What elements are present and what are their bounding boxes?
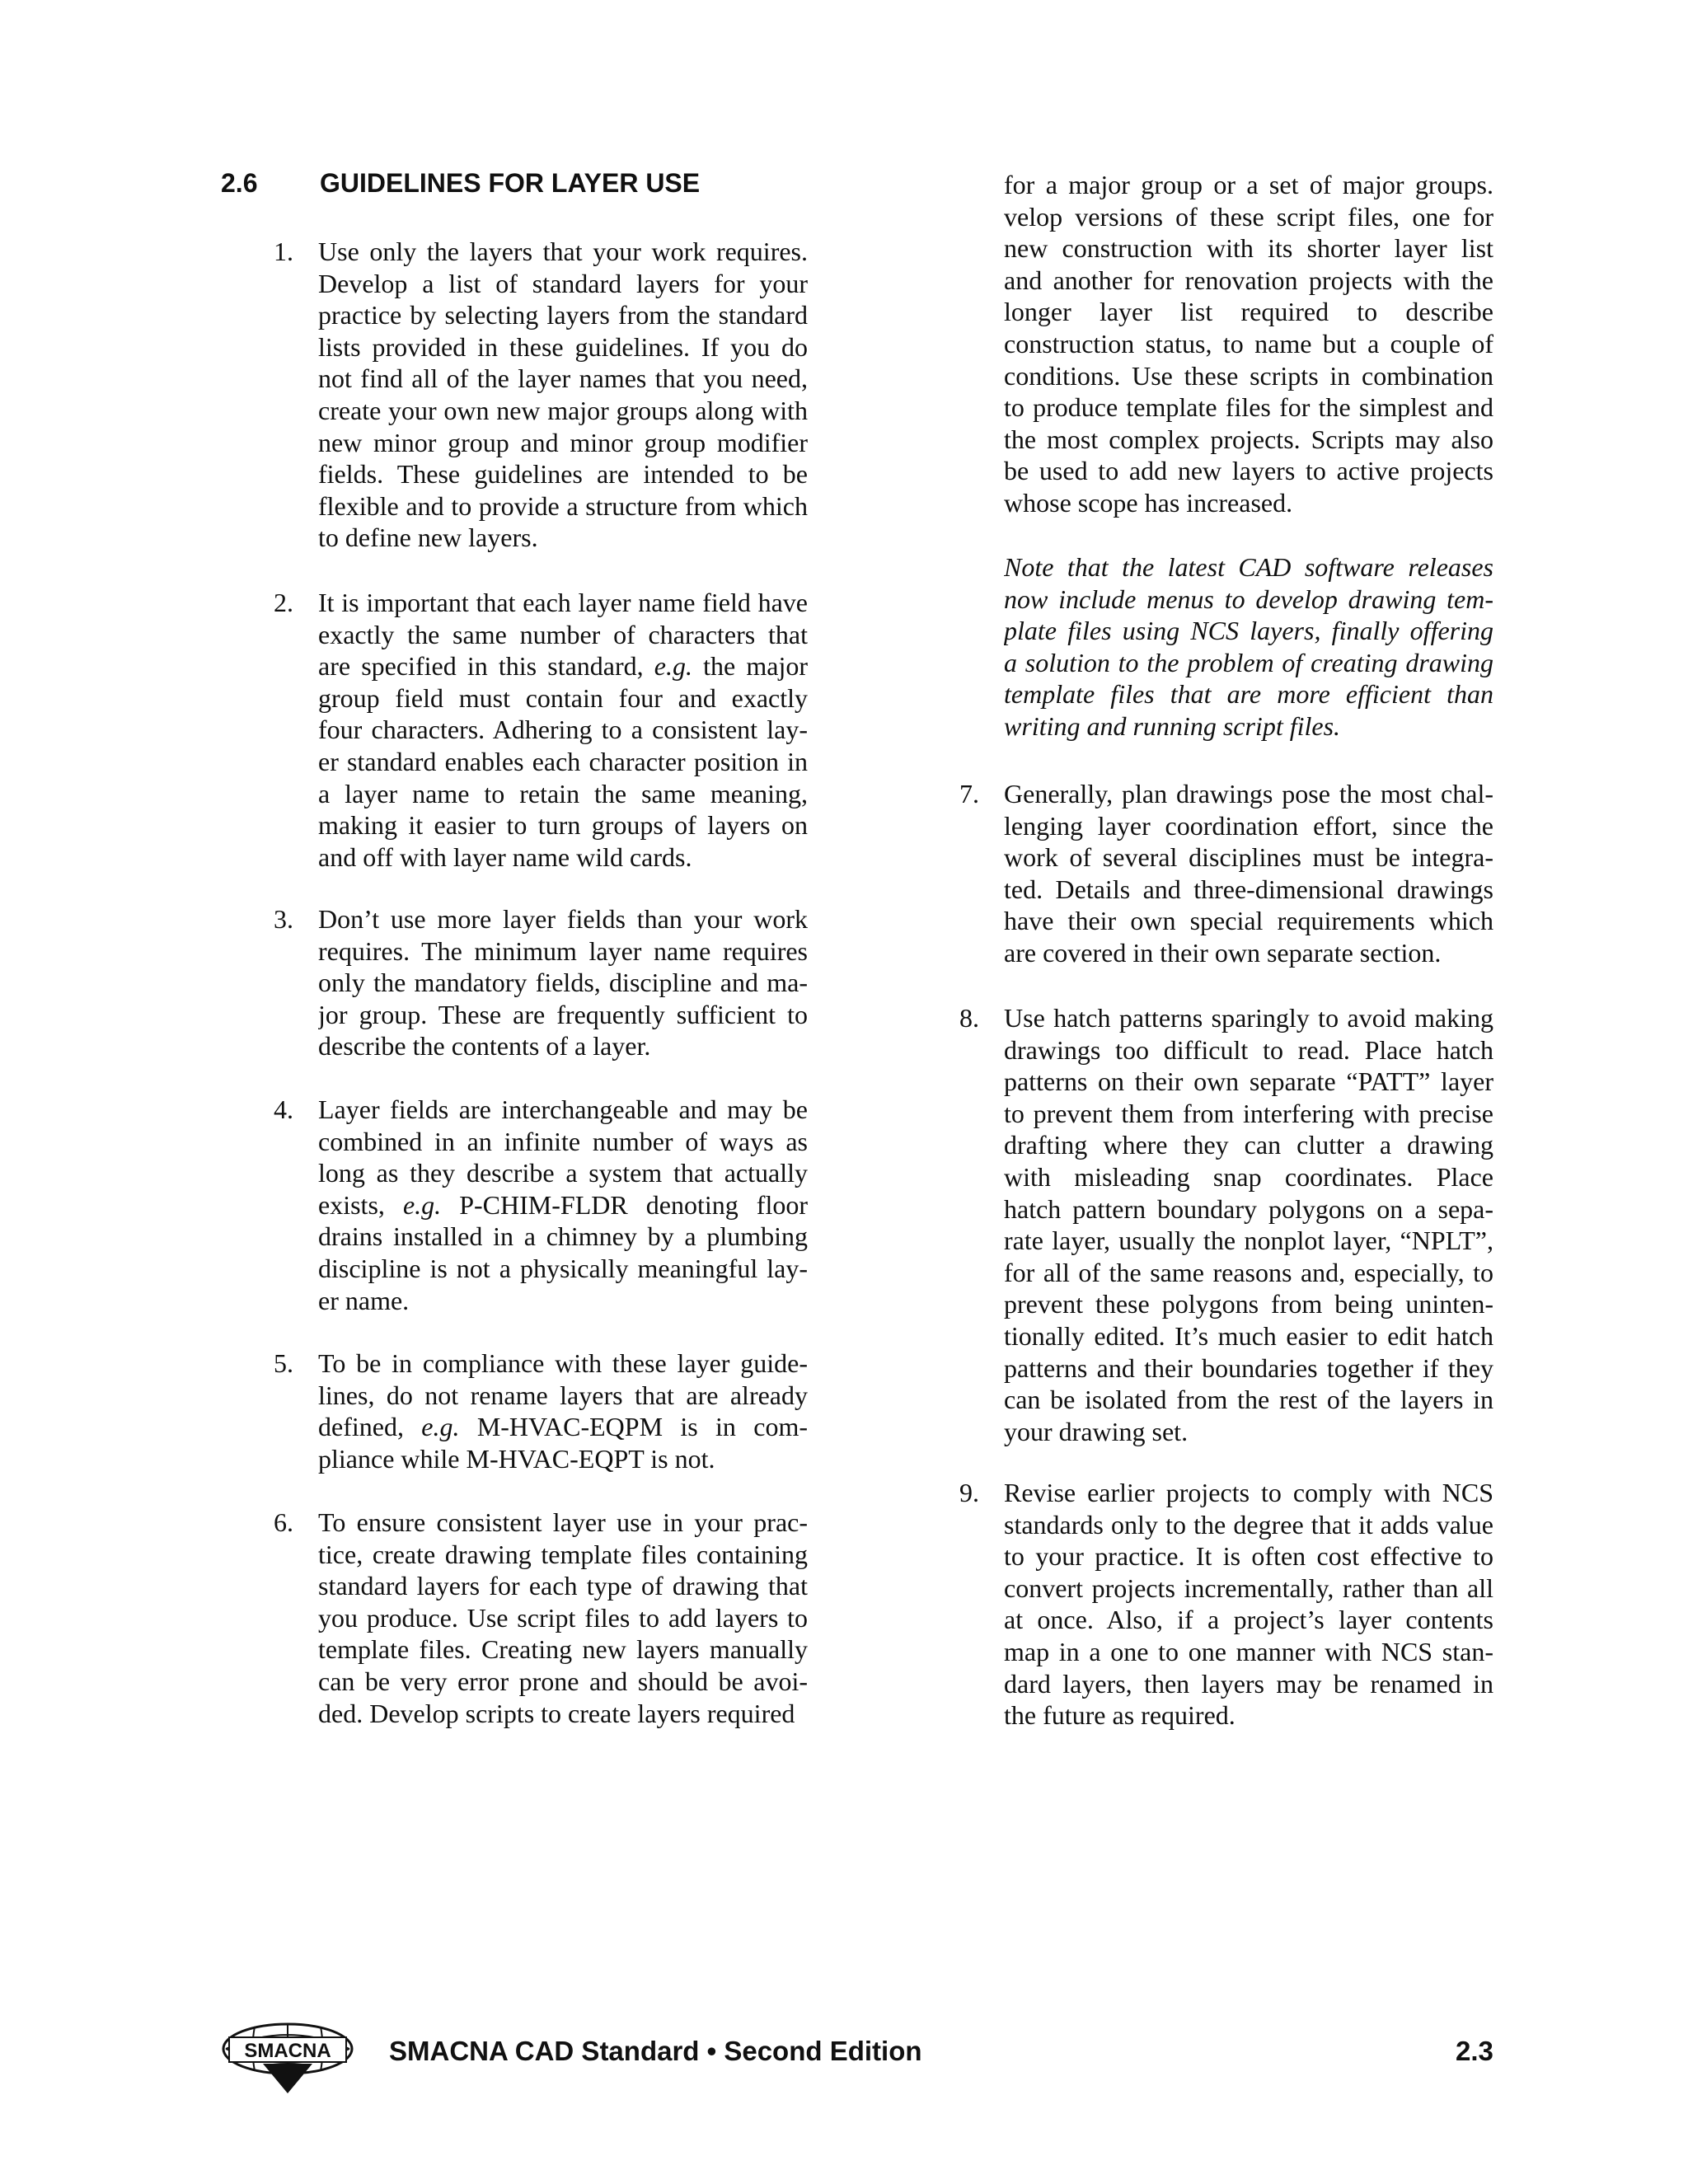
text-line: and another for renovation projects with the xyxy=(1004,265,1493,295)
section-title: GUIDELINES FOR LAYER USE xyxy=(320,168,701,198)
text-line: you produce. Use script files to add layers to xyxy=(318,1602,808,1633)
text-line: ted. Details and three-dimensional drawings xyxy=(1004,874,1493,904)
text-line: new minor group and minor group modifier xyxy=(318,427,808,457)
text-line: the future as required. xyxy=(1004,1700,1236,1731)
text-line: tice, create drawing template files containing xyxy=(318,1539,808,1569)
list-item-text xyxy=(1004,551,1493,743)
text-line: are covered in their own separate section. xyxy=(1004,937,1442,968)
smacna-logo xyxy=(218,2013,358,2095)
text-line: It is important that each layer name field have xyxy=(318,588,808,617)
text-line: work of several disciplines must be integra- xyxy=(1004,842,1493,873)
text-line: flexible and to provide a structure from which xyxy=(318,490,808,521)
text-line: Develop a list of standard layers for your xyxy=(318,268,808,298)
text-line: defined, e.g. M-HVAC-EQPM is in com- xyxy=(318,1412,808,1442)
text-line: combined in an infinite number of ways as xyxy=(318,1126,808,1156)
page-number: 2.3 xyxy=(1456,2036,1493,2066)
text-line: patterns and their boundaries together if they xyxy=(1004,1352,1493,1383)
text-line: patterns on their own separate “PATT” layer xyxy=(1004,1066,1493,1097)
text-line: construction status, to name but a couple of xyxy=(1004,328,1493,359)
text-line: To ensure consistent layer use in your prac- xyxy=(318,1507,808,1537)
list-item-number: 7. xyxy=(959,779,979,808)
list-item-number: 4. xyxy=(274,1094,293,1124)
text-line: conditions. Use these scripts in combination xyxy=(1004,360,1493,391)
text-line: velop versions of these script files, one for xyxy=(1004,201,1493,232)
text-line: a solution to the problem of creating drawing xyxy=(1004,647,1493,677)
text-line: fields. These guidelines are intended to be xyxy=(318,459,808,490)
text-line: er name. xyxy=(318,1285,410,1315)
text-line: for all of the same reasons and, especially, to xyxy=(1004,1257,1493,1287)
text-line: now include menus to develop drawing tem- xyxy=(1004,583,1493,614)
text-line: long as they describe a system that actually xyxy=(318,1158,808,1188)
text-line: discipline is not a physically meaningful lay- xyxy=(318,1253,808,1283)
text-line: To be in compliance with these layer guide- xyxy=(318,1348,808,1378)
text-line: four characters. Adhering to a consistent lay- xyxy=(318,715,808,745)
text-line: describe the contents of a layer. xyxy=(318,1031,651,1062)
text-line: hatch pattern boundary polygons on a sepa- xyxy=(1004,1193,1493,1224)
list-item-text xyxy=(318,1507,808,1729)
list-item-text xyxy=(1004,1002,1493,1447)
list-item-text xyxy=(1004,778,1493,969)
text-line: Layer fields are interchangeable and may be xyxy=(318,1094,808,1124)
text-line: not find all of the layer names that you need, xyxy=(318,363,808,394)
text-line: to define new layers. xyxy=(318,523,538,553)
text-line: for a major group or a set of major groups. xyxy=(1004,170,1493,199)
text-line: practice by selecting layers from the standard xyxy=(318,300,808,330)
list-item-number: 5. xyxy=(274,1348,293,1378)
text-line: Generally, plan drawings pose the most chal- xyxy=(1004,779,1493,808)
list-item-number: 2. xyxy=(274,588,293,617)
text-line: to prevent them from interfering with precise xyxy=(1004,1098,1493,1128)
text-line: writing and running script files. xyxy=(1004,710,1341,741)
text-line: convert projects incrementally, rather than all xyxy=(1004,1572,1493,1603)
list-item-number: 6. xyxy=(274,1507,293,1537)
text-line: lines, do not rename layers that are already xyxy=(318,1380,808,1410)
text-line: longer layer list required to describe xyxy=(1004,297,1493,327)
text-line: dard layers, then layers may be renamed in xyxy=(1004,1668,1493,1699)
list-item-number: 9. xyxy=(959,1478,979,1507)
list-item-number: 8. xyxy=(959,1003,979,1033)
text-line: whose scope has increased. xyxy=(1004,487,1293,518)
text-line: drains installed in a chimney by a plumbing xyxy=(318,1221,808,1252)
section-number: 2.6 xyxy=(221,168,258,198)
text-line: drafting where they can clutter a drawing xyxy=(1004,1130,1493,1160)
smacna-logo-text: SMACNA xyxy=(244,2040,331,2062)
text-line: making it easier to turn groups of layers on xyxy=(318,810,808,841)
list-item-text xyxy=(1004,169,1493,519)
text-line: template files that are more efficient than xyxy=(1004,679,1493,710)
text-line: are specified in this standard, e.g. the major xyxy=(318,651,808,682)
text-line: er standard enables each character position in xyxy=(318,746,808,776)
text-line: lists provided in these guidelines. If you do xyxy=(318,331,808,362)
footer-title: SMACNA CAD Standard • Second Edition xyxy=(389,2036,922,2066)
text-line: requires. The minimum layer name requires xyxy=(318,935,808,966)
text-line: Don’t use more layer fields than your work xyxy=(318,904,808,934)
text-line: lenging layer coordination effort, since the xyxy=(1004,810,1493,841)
text-line: prevent these polygons from being uninten- xyxy=(1004,1289,1493,1319)
list-item-text xyxy=(318,1347,808,1474)
text-line: standards only to the degree that it adds value xyxy=(1004,1509,1493,1540)
text-line: standard layers for each type of drawing that xyxy=(318,1571,808,1601)
text-line: ded. Develop scripts to create layers required xyxy=(318,1698,795,1728)
text-line: pliance while M-HVAC-EQPT is not. xyxy=(318,1443,715,1474)
text-line: with misleading snap coordinates. Place xyxy=(1004,1161,1493,1192)
list-item-number: 3. xyxy=(274,904,293,934)
text-line: Use hatch patterns sparingly to avoid making xyxy=(1004,1003,1493,1033)
text-line: plate files using NCS layers, finally offering xyxy=(1004,616,1493,646)
text-line: can be isolated from the rest of the layers in xyxy=(1004,1385,1493,1415)
text-line: create your own new major groups along with xyxy=(318,395,808,425)
list-item-number: 1. xyxy=(274,237,293,266)
text-line: map in a one to one manner with NCS stan- xyxy=(1004,1636,1493,1666)
text-line: rate layer, usually the nonplot layer, “NPLT”, xyxy=(1004,1226,1493,1256)
text-line: exactly the same number of characters that xyxy=(318,619,808,649)
list-item-text xyxy=(318,1094,808,1316)
text-line: have their own special requirements which xyxy=(1004,906,1493,936)
text-line: the most complex projects. Scripts may also xyxy=(1004,424,1493,454)
text-line: at once. Also, if a project’s layer contents xyxy=(1004,1605,1493,1635)
text-line: jor group. These are frequently sufficient to xyxy=(318,999,808,1029)
text-line: to produce template files for the simplest and xyxy=(1004,392,1493,423)
text-line: and off with layer name wild cards. xyxy=(318,841,692,872)
text-line: tionally edited. It’s much easier to edit hatch xyxy=(1004,1320,1493,1351)
list-item-text xyxy=(1004,1477,1493,1732)
list-item-text xyxy=(318,903,808,1062)
text-line: exists, e.g. P-CHIM-FLDR denoting floor xyxy=(318,1189,808,1220)
text-line: your drawing set. xyxy=(1004,1416,1189,1446)
text-line: can be very error prone and should be avoi- xyxy=(318,1666,808,1696)
list-item-text xyxy=(318,236,808,554)
text-line: new construction with its shorter layer list xyxy=(1004,233,1493,264)
text-line: Note that the latest CAD software releases xyxy=(1004,552,1493,582)
text-line: Use only the layers that your work requires. xyxy=(318,237,808,266)
text-line: group field must contain four and exactly xyxy=(318,682,808,713)
list-item-text xyxy=(318,587,808,873)
text-line: template files. Creating new layers manually xyxy=(318,1634,808,1665)
text-line: only the mandatory fields, discipline and ma- xyxy=(318,968,808,998)
text-line: Revise earlier projects to comply with NCS xyxy=(1004,1478,1493,1507)
section-heading xyxy=(221,168,700,199)
text-line: a layer name to retain the same meaning, xyxy=(318,778,808,808)
text-line: drawings too difficult to read. Place hatch xyxy=(1004,1034,1493,1065)
text-line: to your practice. It is often cost effective to xyxy=(1004,1541,1493,1572)
text-line: be used to add new layers to active projects xyxy=(1004,456,1493,486)
